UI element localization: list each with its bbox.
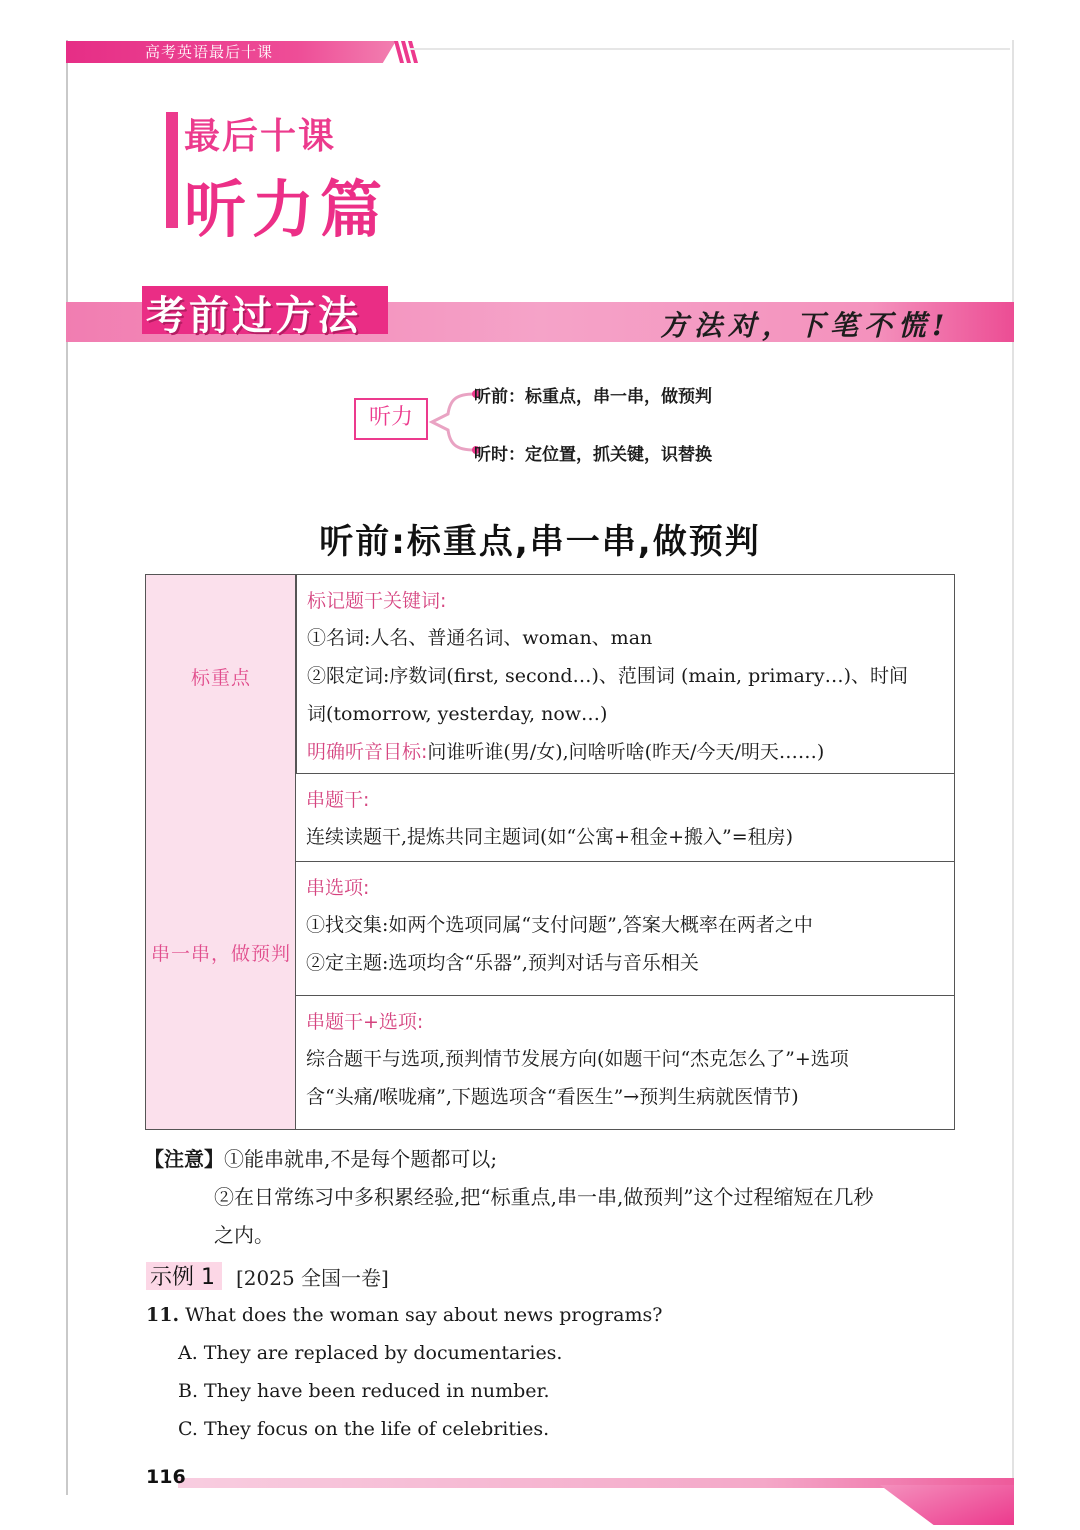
table-row: [296, 996, 954, 1128]
row-line: ②定主题:选项均含“乐器”,预判对话与音乐相关: [306, 952, 699, 974]
note-line-3: 之内。: [214, 1223, 274, 1247]
row-line-highlight: 明确听音目标:: [307, 741, 428, 763]
header-rule: [410, 48, 1010, 50]
row-line: [307, 733, 944, 771]
question-number: 11.: [146, 1304, 180, 1326]
title-accent-bar: [166, 112, 178, 228]
row-heading: 标记题干关键词:: [307, 590, 447, 612]
table-row: [296, 774, 954, 862]
option-b: B. They have been reduced in number.: [178, 1380, 550, 1402]
table-row: [296, 575, 954, 774]
row-heading: 串题干+选项:: [306, 1011, 424, 1033]
row-line-text: 问谁听谁(男/女),问啥听啥(昨天/今天/明天……): [427, 741, 825, 763]
note-line-1: [144, 1140, 497, 1178]
row-line: 综合题干与选项,预判情节发展方向(如题干问“杰克怎么了”+选项: [306, 1048, 849, 1070]
row-line: 含“头痛/喉咙痛”,下题选项含“看医生”→预判生病就医情节): [306, 1086, 799, 1108]
row-heading: 串选项:: [306, 877, 370, 899]
group-label-link: 串一串，做预判: [150, 943, 291, 965]
page-number: 116: [146, 1466, 186, 1488]
row-line: 词(tomorrow, yesterday, now…): [307, 703, 608, 725]
note-text: ①能串就串,不是每个题都可以;: [224, 1147, 498, 1171]
band-title: 考前过方法: [146, 293, 361, 339]
row-heading: 串题干:: [306, 789, 370, 811]
example-source: [2025 全国一卷]: [236, 1266, 389, 1290]
row-line: ①找交集:如两个选项同属“支付问题”,答案大概率在两者之中: [306, 914, 813, 936]
option-c: C. They focus on the life of celebrities.: [178, 1418, 550, 1440]
row-line: ①名词:人名、普通名词、woman、man: [307, 627, 653, 649]
option-a: A. They are replaced by documentaries.: [178, 1342, 563, 1364]
page-title: 听力篇: [184, 173, 389, 246]
series-title: 高考英语最后十课: [145, 43, 274, 61]
section-heading: 听前:标重点,串一串,做预判: [319, 522, 761, 562]
header-stripes-icon: [392, 41, 418, 63]
group-label-mark: 标重点: [190, 667, 251, 689]
mindmap-center: 听力: [368, 405, 413, 430]
question-stem-line: [146, 1304, 662, 1326]
mindmap-branch-during: 听时：定位置，抓关键，识替换: [474, 445, 712, 465]
table-label-column: [146, 575, 296, 1129]
footer-corner: [880, 1485, 1014, 1525]
note-label: 【注意】: [144, 1147, 224, 1171]
note-line-2: ②在日常练习中多积累经验,把“标重点,串一串,做预判”这个过程缩短在几秒: [214, 1185, 874, 1209]
mindmap-branch-before: 听前：标重点，串一串，做预判: [474, 387, 712, 407]
lesson-subtitle: 最后十课: [184, 116, 337, 157]
method-table: [145, 574, 955, 1130]
question-stem: What does the woman say about news programs?: [185, 1304, 663, 1326]
row-line: ②限定词:序数词(first, second…)、范围词 (main, primary…)、时间: [307, 665, 909, 687]
row-line: 连续读题干,提炼共同主题词(如“公寓+租金+搬入”=租房): [306, 826, 794, 848]
table-row: [296, 862, 954, 996]
band-motto: 方法对，下笔不慌!: [660, 309, 951, 342]
example-label: 示例 1: [150, 1265, 215, 1290]
